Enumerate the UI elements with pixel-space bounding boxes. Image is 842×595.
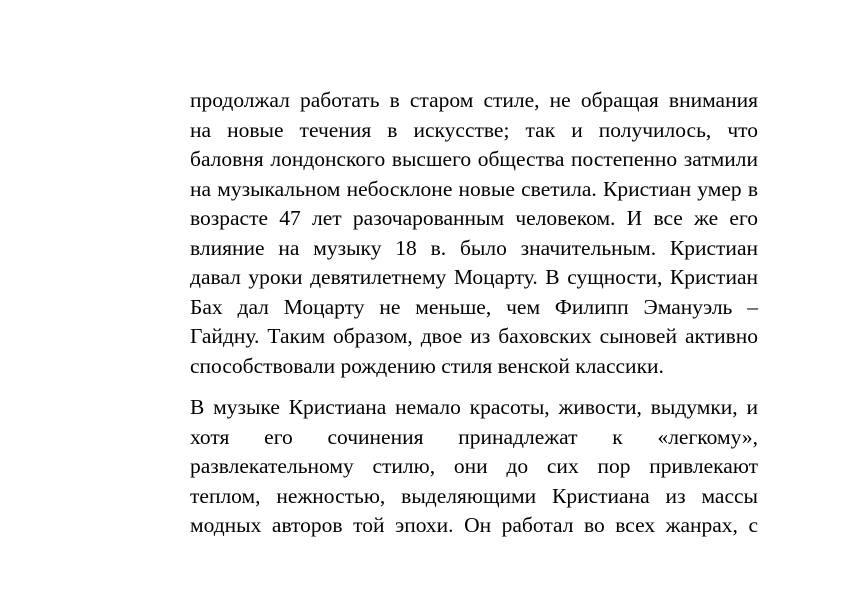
text-line: баловня лондонского высшего общества постепенно затмили [190, 147, 758, 171]
paragraph-2 [190, 393, 758, 541]
text-line: модных авторов той эпохи. Он работал во всех жанрах, с [190, 513, 758, 537]
text-line: возрасте 47 лет разочарованным человеком. И все же его [190, 206, 758, 230]
text-line: В музыке Кристиана немало красоты, живости, выдумки, и [190, 395, 758, 419]
paragraph-spacing [190, 381, 758, 393]
paragraph-1 [190, 86, 758, 381]
text-line: развлекательному стилю, они до сих пор привлекают [190, 454, 758, 478]
text-line: хотя его сочинения принадлежат к «легкому», [190, 424, 758, 449]
text-line: давал уроки девятилетнему Моцарту. В сущности, Кристиан [190, 265, 758, 289]
text-line: продолжал работать в старом стиле, не обращая внимания [190, 88, 758, 112]
text-line: способствовали рождению стиля венской классики. [190, 353, 664, 378]
text-line: на новые течения в искусстве; так и получилось, что [190, 117, 758, 142]
text-line: теплом, нежностью, выделяющими Кристиана из массы [190, 483, 758, 508]
text-line: на музыкальном небосклоне новые светила. Кристиан умер в [190, 176, 758, 201]
text-line: Гайдну. Таким образом, двое из баховских сыновей активно [190, 324, 758, 348]
text-line: Бах дал Моцарту не меньше, чем Филипп Эмануэль – [190, 294, 758, 319]
body-text [190, 86, 758, 541]
text-line: влияние на музыку 18 в. было значительным. Кристиан [190, 235, 758, 260]
